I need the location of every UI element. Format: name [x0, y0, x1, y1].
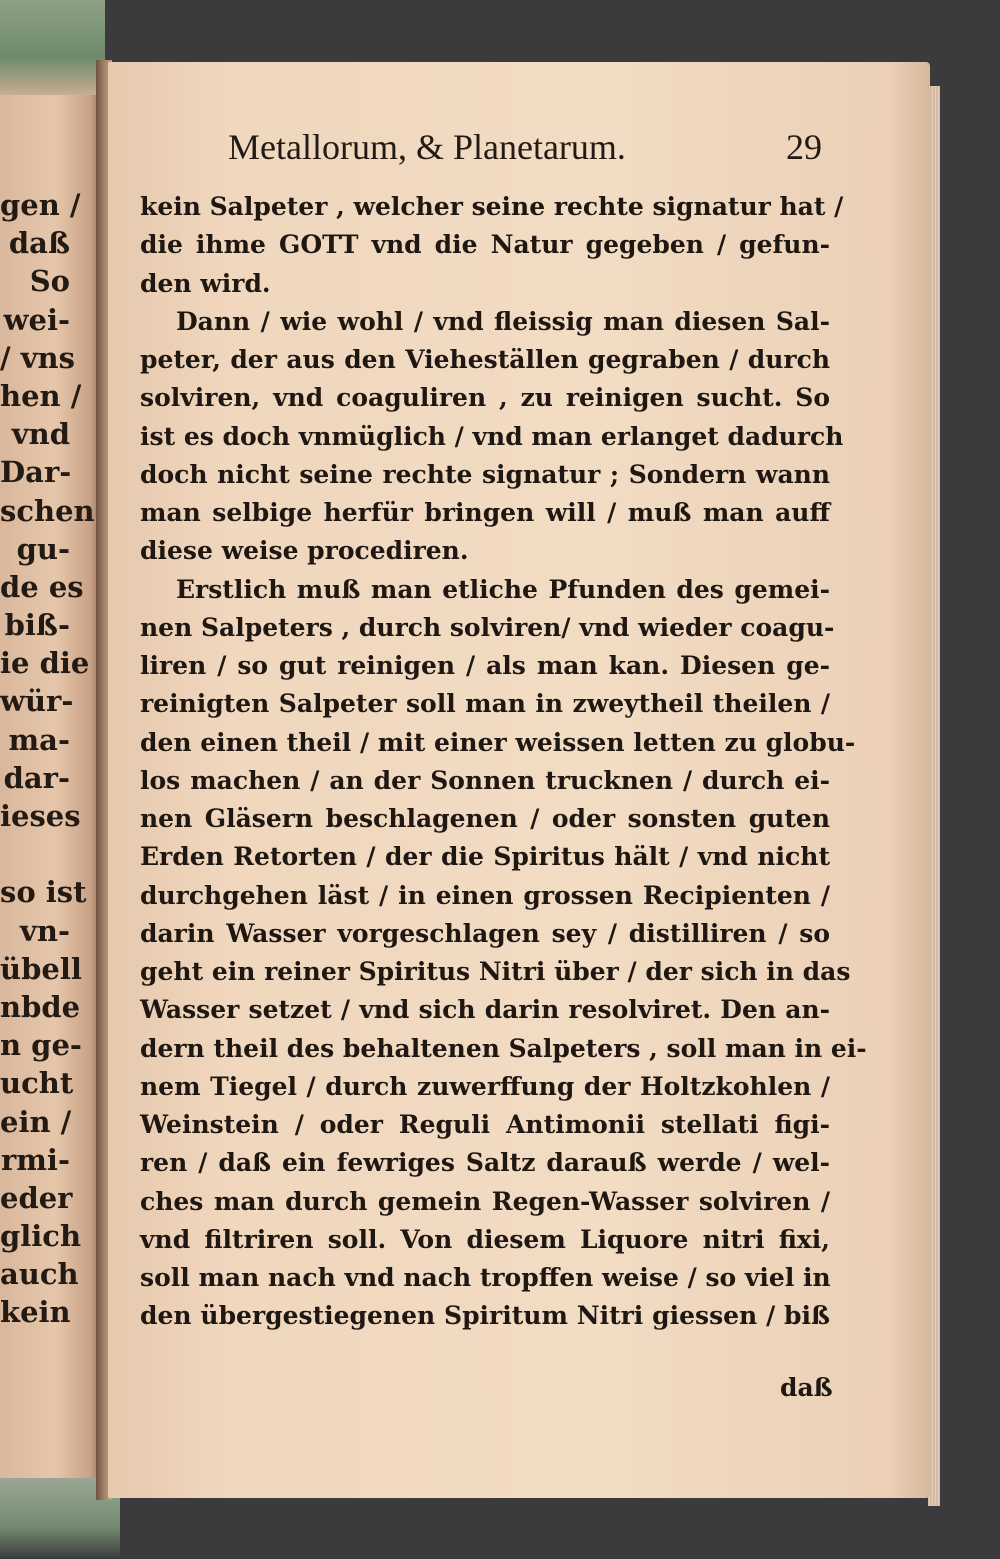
text-line: durchgehen läst / in einen grossen Recipienten /: [140, 880, 830, 910]
text-line: ist es doch vnmüglich / vnd man erlanget dadurch: [140, 421, 844, 451]
left-fragment: kein: [0, 1295, 71, 1330]
left-fragment: nbde: [0, 989, 81, 1024]
text-line: liren / so gut reinigen / als man kan. Diesen ge-: [140, 651, 830, 680]
left-fragment: vnd: [11, 417, 70, 452]
left-fragment: dar-: [3, 760, 70, 795]
text-line: peter, der aus den Vieheställen gegraben / durch: [140, 345, 830, 374]
text-line: die ihme GOTT vnd die Natur gegeben / gefun-: [140, 230, 830, 260]
left-fragment: gen /: [0, 188, 81, 222]
left-fragment: wür-: [0, 684, 74, 719]
page-header: [228, 126, 828, 176]
left-fragment: / vns: [0, 340, 75, 375]
left-fragment: Dar-: [0, 455, 72, 490]
text-line: nem Tiegel / durch zuwerffung der Holtzkohlen /: [140, 1071, 830, 1101]
catchword: daß: [780, 1373, 833, 1402]
left-fragment: ieses: [0, 799, 81, 833]
text-line: ches man durch gemein Regen-Wasser solviren /: [140, 1186, 830, 1216]
text-line: nen Salpeters , durch solviren/ vnd wieder coagu-: [140, 612, 835, 642]
text-line: solviren, vnd coaguliren , zu reinigen sucht. So: [140, 383, 830, 413]
text-line: kein Salpeter , welcher seine rechte signatur hat /: [140, 192, 844, 221]
text-line: darin Wasser vorgeschlagen sey / distilliren / so: [140, 918, 830, 948]
left-fragment: wei-: [3, 302, 70, 337]
text-line: den wird.: [140, 268, 271, 298]
left-fragment: eder: [0, 1180, 73, 1215]
text-line: ren / daß ein fewriges Saltz darauß werde / wel-: [140, 1148, 830, 1178]
left-fragment: [0, 835, 70, 873]
left-fragment: biß-: [4, 608, 70, 643]
left-fragment: hen /: [0, 378, 82, 413]
text-line: los machen / an der Sonnen trucknen / durch ei-: [140, 765, 830, 795]
left-fragment: vn-: [20, 913, 70, 948]
text-line: man selbige herfür bringen will / muß man auff: [140, 498, 830, 527]
left-fragment: n ge-: [0, 1028, 82, 1063]
left-fragment: so ist: [0, 875, 87, 910]
text-line: soll man nach vnd nach tropffen weise / so viel in: [140, 1263, 831, 1292]
body-text: [140, 188, 867, 1336]
text-line: den einen theil / mit einer weissen letten zu globu-: [140, 727, 856, 757]
text-line: Erstlich muß man etliche Pfunden des gemei-: [176, 574, 830, 604]
left-fragment: ma-: [8, 722, 70, 757]
text-line: den übergestiegenen Spiritum Nitri giessen / biß: [140, 1301, 830, 1331]
left-fragment: de es: [0, 569, 84, 604]
text-line: diese weise procediren.: [140, 536, 469, 566]
text-line: Wasser setzet / vnd sich darin resolviret. Den an-: [140, 995, 830, 1025]
page-number: 29: [786, 127, 822, 167]
text-line: Erden Retorten / der die Spiritus hält / vnd nicht: [140, 842, 830, 872]
left-fragment: schen: [0, 493, 95, 528]
text-line: dern theil des behaltenen Salpeters , soll man in ei-: [140, 1033, 867, 1063]
left-page-text-fragments: [0, 186, 95, 1332]
text-line: vnd filtriren soll. Von diesem Liquore nitri fixi,: [140, 1224, 830, 1254]
left-fragment: daß: [8, 226, 70, 261]
left-fragment: gu-: [16, 531, 70, 566]
text-line: reinigten Salpeter soll man in zweytheil theilen /: [140, 689, 830, 719]
left-fragment: glich: [0, 1219, 82, 1254]
text-line: doch nicht seine rechte signatur ; Sondern wann: [140, 459, 830, 489]
binding-cloth-top: [0, 0, 105, 95]
left-fragment: übell: [0, 951, 82, 986]
left-fragment: ucht: [0, 1066, 74, 1101]
text-line: Weinstein / oder Reguli Antimonii stellati figi-: [140, 1110, 830, 1139]
left-fragment: ie die: [0, 646, 90, 681]
left-fragment: ein /: [0, 1104, 72, 1139]
left-fragment: rmi-: [0, 1142, 70, 1177]
left-fragment: auch: [0, 1257, 79, 1292]
left-fragment: So: [29, 264, 70, 299]
text-line: geht ein reiner Spiritus Nitri über / der sich in das: [140, 957, 851, 986]
text-line: nen Gläsern beschlagenen / oder sonsten guten: [140, 804, 830, 833]
text-line: Dann / wie wohl / vnd fleissig man diesen Sal-: [176, 306, 830, 336]
running-title: Metallorum, & Planetarum.: [228, 127, 626, 167]
